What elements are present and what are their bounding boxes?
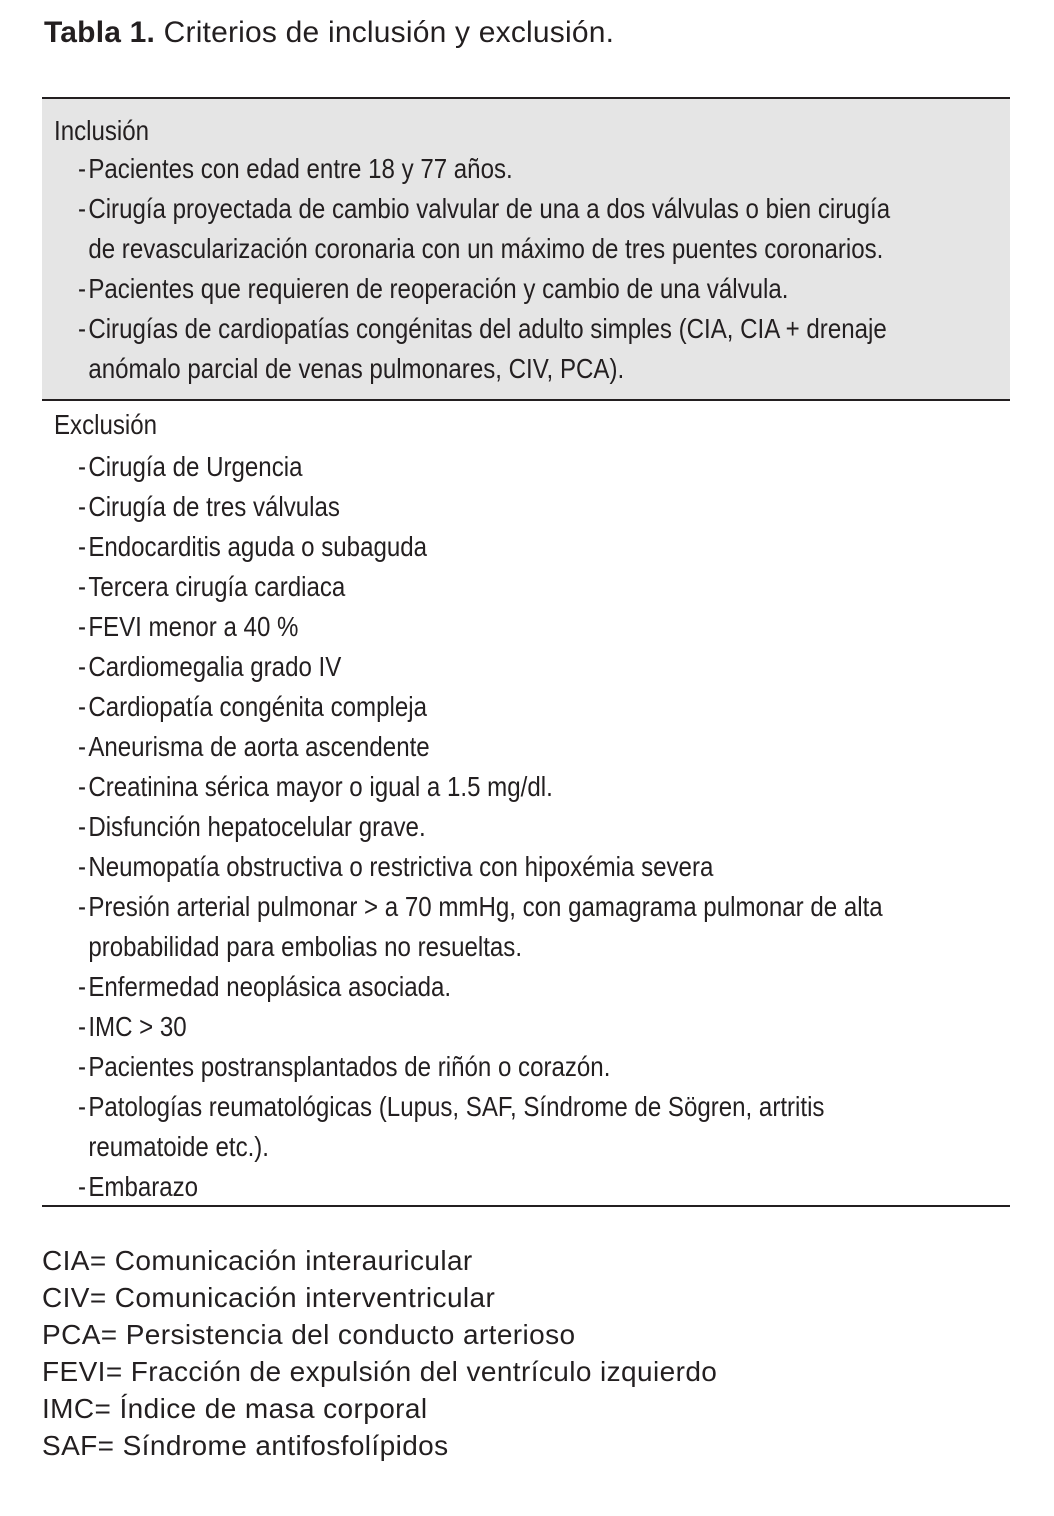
criteria-item xyxy=(78,1087,883,1167)
abbreviation-list xyxy=(42,1242,717,1464)
criteria-item xyxy=(78,647,883,687)
inclusion-heading: Inclusión xyxy=(54,115,150,146)
bullet-dash: - xyxy=(78,1051,87,1082)
exclusion-section xyxy=(42,401,1010,1205)
bullet-dash: - xyxy=(78,491,87,522)
criteria-item xyxy=(78,607,883,647)
criteria-item xyxy=(78,847,883,887)
criteria-item-text: Disfunción hepatocelular grave. xyxy=(88,811,426,842)
bullet-dash: - xyxy=(78,851,87,882)
abbreviation-item: FEVI= Fracción de expulsión del ventrículo izquierdo xyxy=(42,1356,718,1387)
criteria-item-text: Cardiomegalia grado IV xyxy=(88,651,342,682)
abbreviation-item: IMC= Índice de masa corporal xyxy=(42,1393,428,1424)
bullet-dash: - xyxy=(78,451,87,482)
abbreviation-item: PCA= Persistencia del conducto arterioso xyxy=(42,1319,576,1350)
criteria-item xyxy=(78,269,890,309)
abbreviation-item: CIA= Comunicación interauricular xyxy=(42,1245,473,1276)
bullet-dash: - xyxy=(78,531,87,562)
caption-title: Criterios de inclusión y exclusión. xyxy=(163,16,615,49)
criteria-item xyxy=(78,1007,883,1047)
criteria-item xyxy=(78,149,890,189)
criteria-item-text: IMC > 30 xyxy=(88,1011,187,1042)
exclusion-list xyxy=(78,447,1014,1207)
criteria-item-continuation: de revascularización coronaria con un máximo de tres puentes coronarios. xyxy=(88,233,884,264)
criteria-item-text: Enfermedad neoplásica asociada. xyxy=(88,971,452,1002)
bullet-dash: - xyxy=(78,313,87,344)
caption-label: Tabla 1. xyxy=(44,16,156,49)
bullet-dash: - xyxy=(78,771,87,802)
criteria-item-text: Endocarditis aguda o subaguda xyxy=(88,531,428,562)
criteria-item xyxy=(78,309,890,389)
criteria-item-text: Cirugías de cardiopatías congénitas del adulto simples (CIA, CIA + drenaje xyxy=(88,313,887,344)
criteria-item xyxy=(78,1047,883,1087)
criteria-item xyxy=(78,687,883,727)
criteria-item-continuation: probabilidad para embolias no resueltas. xyxy=(88,931,523,962)
criteria-item-text: Cirugía de Urgencia xyxy=(88,451,303,482)
bullet-dash: - xyxy=(78,691,87,722)
criteria-item xyxy=(78,487,883,527)
criteria-item xyxy=(78,887,883,967)
criteria-item-text: Cirugía de tres válvulas xyxy=(88,491,340,522)
inclusion-section xyxy=(42,99,1010,399)
criteria-table xyxy=(42,97,1010,1207)
criteria-item-text: Patologías reumatológicas (Lupus, SAF, Síndrome de Sögren, artritis xyxy=(88,1091,825,1122)
criteria-item-text: Neumopatía obstructiva o restrictiva con hipoxémia severa xyxy=(88,851,714,882)
bullet-dash: - xyxy=(78,1011,87,1042)
bullet-dash: - xyxy=(78,651,87,682)
bullet-dash: - xyxy=(78,1091,87,1122)
criteria-item xyxy=(78,727,883,767)
criteria-item-continuation: anómalo parcial de venas pulmonares, CIV, PCA). xyxy=(88,353,625,384)
criteria-item-text: Embarazo xyxy=(88,1171,199,1202)
abbreviation-item: CIV= Comunicación interventricular xyxy=(42,1282,496,1313)
criteria-item xyxy=(78,967,883,1007)
criteria-item xyxy=(78,527,883,567)
bullet-dash: - xyxy=(78,571,87,602)
criteria-item xyxy=(78,189,890,269)
criteria-item-text: Pacientes con edad entre 18 y 77 años. xyxy=(88,153,513,184)
criteria-item-text: Cirugía proyectada de cambio valvular de una a dos válvulas o bien cirugía xyxy=(88,193,891,224)
inclusion-list xyxy=(78,149,1022,389)
criteria-item-text: Aneurisma de aorta ascendente xyxy=(88,731,430,762)
criteria-item xyxy=(78,807,883,847)
criteria-item-text: FEVI menor a 40 % xyxy=(88,611,299,642)
criteria-item-text: Pacientes que requieren de reoperación y cambio de una válvula. xyxy=(88,273,789,304)
criteria-item xyxy=(78,447,883,487)
criteria-item-text: Creatinina sérica mayor o igual a 1.5 mg/dl. xyxy=(88,771,553,802)
bullet-dash: - xyxy=(78,611,87,642)
exclusion-heading: Exclusión xyxy=(54,409,158,440)
criteria-item-text: Cardiopatía congénita compleja xyxy=(88,691,427,722)
criteria-item-text: Pacientes postransplantados de riñón o corazón. xyxy=(88,1051,611,1082)
criteria-item-text: Presión arterial pulmonar > a 70 mmHg, con gamagrama pulmonar de alta xyxy=(88,891,883,922)
bullet-dash: - xyxy=(78,1171,87,1202)
bullet-dash: - xyxy=(78,811,87,842)
bullet-dash: - xyxy=(78,731,87,762)
bullet-dash: - xyxy=(78,193,87,224)
table-caption xyxy=(44,14,614,52)
criteria-item xyxy=(78,767,883,807)
criteria-item xyxy=(78,567,883,607)
abbreviation-item: SAF= Síndrome antifosfolípidos xyxy=(42,1430,449,1461)
criteria-item-text: Tercera cirugía cardiaca xyxy=(88,571,346,602)
bullet-dash: - xyxy=(78,273,87,304)
bullet-dash: - xyxy=(78,153,87,184)
bullet-dash: - xyxy=(78,891,87,922)
criteria-item-continuation: reumatoide etc.). xyxy=(88,1131,270,1162)
bullet-dash: - xyxy=(78,971,87,1002)
criteria-item xyxy=(78,1167,883,1207)
